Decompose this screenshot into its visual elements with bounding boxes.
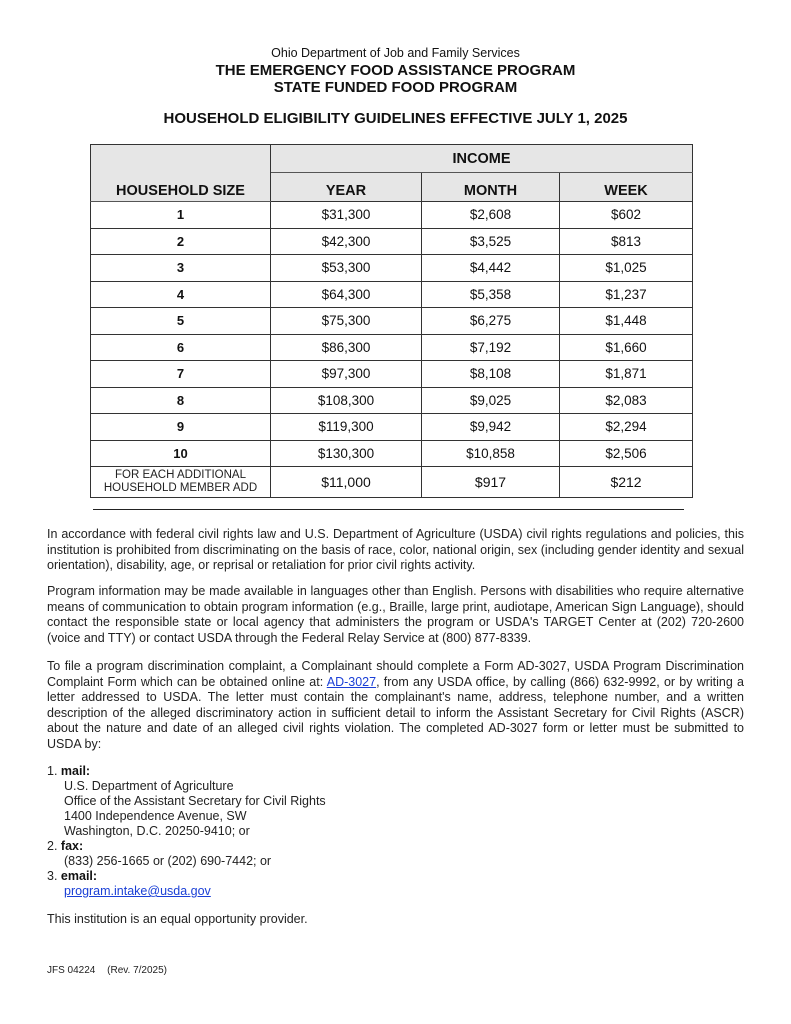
complaint-text-after-link: , from any USDA office, by calling (866) 632-9992, or by writing a letter addressed to USDA. The letter must contain the complainant's name, address, telephone number, and a written description of the alleged discriminatory action in sufficient detail to inform the Assistant Secretary for Civil Rights (ASCR) about the nature and date of an alleged civil rights violation. The completed AD-3027 form or letter must be submitted to USDA by: (47, 674, 744, 751)
table-row (91, 202, 693, 229)
mail-label: mail: (60, 764, 91, 778)
table-row (91, 440, 693, 467)
week-cell: $602 (560, 202, 693, 229)
email-item (47, 869, 326, 884)
week-cell: $2,083 (560, 387, 693, 414)
column-header-household-size: HOUSEHOLD SIZE (91, 145, 271, 202)
additional-member-label-line2: HOUSEHOLD MEMBER ADD (103, 482, 258, 494)
year-cell: $108,300 (271, 387, 422, 414)
additional-member-row (91, 467, 693, 498)
year-cell: $130,300 (271, 440, 422, 467)
list-number: 3. (47, 869, 58, 883)
month-cell: $10,858 (422, 440, 560, 467)
complaint-instructions (47, 659, 744, 752)
equal-opportunity-statement: This institution is an equal opportunity provider. (47, 912, 308, 926)
list-number: 2. (47, 839, 58, 853)
month-cell: $6,275 (422, 308, 560, 335)
household-size-cell: 8 (91, 387, 271, 414)
week-cell: $1,871 (560, 361, 693, 388)
submission-methods-list (47, 764, 326, 899)
week-cell: $1,660 (560, 334, 693, 361)
month-cell: $9,942 (422, 414, 560, 441)
week-cell: $2,294 (560, 414, 693, 441)
year-cell: $75,300 (271, 308, 422, 335)
year-cell: $31,300 (271, 202, 422, 229)
week-cell: $1,448 (560, 308, 693, 335)
column-header-year: YEAR (271, 173, 422, 202)
household-size-cell: 1 (91, 202, 271, 229)
year-cell: $97,300 (271, 361, 422, 388)
month-cell: $5,358 (422, 281, 560, 308)
table-row (91, 255, 693, 282)
agency-name: Ohio Department of Job and Family Services (271, 46, 520, 60)
additional-member-label-line1: FOR EACH ADDITIONAL (115, 469, 246, 481)
language-access-statement: Program information may be made available in languages other than English. Persons with disabilities who require alternative means of communication to obtain program information (e.g., Braille, large print, audiotape, American Sign Language), should contact the responsible state or local agency that administers the program or USDA's TARGET Center at (202) 720-2600 (voice and TTY) or contact USDA through the Federal Relay Service at (800) 877-8339. (47, 584, 744, 645)
form-number: JFS 04224 (47, 965, 96, 976)
form-revision: (Rev. 7/2025) (107, 965, 167, 976)
year-cell: $53,300 (271, 255, 422, 282)
week-cell: $813 (560, 228, 693, 255)
household-size-cell: 3 (91, 255, 271, 282)
year-cell: $11,000 (271, 467, 422, 498)
column-header-month: MONTH (422, 173, 560, 202)
program-title: THE EMERGENCY FOOD ASSISTANCE PROGRAM (215, 62, 576, 79)
table-row (91, 414, 693, 441)
household-size-cell: 10 (91, 440, 271, 467)
table-row (91, 361, 693, 388)
household-size-cell: 5 (91, 308, 271, 335)
table-row (91, 387, 693, 414)
eligibility-table (90, 144, 693, 498)
month-cell: $8,108 (422, 361, 560, 388)
form-footer (47, 965, 176, 976)
month-cell: $2,608 (422, 202, 560, 229)
household-size-cell: 9 (91, 414, 271, 441)
mail-address-line: Washington, D.C. 20250-9410; or (64, 824, 250, 838)
household-size-cell: 4 (91, 281, 271, 308)
mail-item (47, 764, 326, 779)
table-row (91, 308, 693, 335)
column-header-week: WEEK (560, 173, 693, 202)
complaint-text-before-link: To file a program discrimination complaint, a Complainant should complete a Form AD-3027, USDA Program Discrimination Complaint Form which can be obtained online at: (47, 659, 744, 689)
month-cell: $7,192 (422, 334, 560, 361)
week-cell: $212 (560, 467, 693, 498)
nondiscrimination-statement: In accordance with federal civil rights law and U.S. Department of Agriculture (USDA) civil rights regulations and policies, this institution is prohibited from discriminating on the basis of race, color, national origin, sex (including gender identity and sexual orientation), disability, age, or reprisal or retaliation for prior civil rights activity. (47, 527, 744, 572)
table-row (91, 334, 693, 361)
week-cell: $1,025 (560, 255, 693, 282)
month-cell: $4,442 (422, 255, 560, 282)
year-cell: $64,300 (271, 281, 422, 308)
guidelines-title: HOUSEHOLD ELIGIBILITY GUIDELINES EFFECTIVE JULY 1, 2025 (163, 110, 628, 127)
year-cell: $119,300 (271, 414, 422, 441)
month-cell: $3,525 (422, 228, 560, 255)
table-row (91, 228, 693, 255)
mail-address-line: Office of the Assistant Secretary for Civil Rights (64, 794, 326, 808)
fax-label: fax: (60, 839, 84, 853)
program-subtitle: STATE FUNDED FOOD PROGRAM (273, 79, 518, 96)
fax-numbers: (833) 256-1665 or (202) 690-7442; or (64, 854, 272, 868)
fax-item (47, 839, 326, 854)
year-cell: $86,300 (271, 334, 422, 361)
year-cell: $42,300 (271, 228, 422, 255)
month-cell: $9,025 (422, 387, 560, 414)
month-cell: $917 (422, 467, 560, 498)
additional-member-label (91, 467, 271, 498)
ad-3027-link[interactable]: AD-3027 (326, 674, 377, 689)
mail-address-line: 1400 Independence Avenue, SW (64, 809, 247, 823)
household-size-cell: 2 (91, 228, 271, 255)
section-divider (93, 509, 684, 510)
household-size-cell: 6 (91, 334, 271, 361)
household-size-cell: 7 (91, 361, 271, 388)
week-cell: $2,506 (560, 440, 693, 467)
week-cell: $1,237 (560, 281, 693, 308)
table-row (91, 281, 693, 308)
income-group-header: INCOME (271, 145, 693, 173)
email-link[interactable]: program.intake@usda.gov (64, 884, 211, 898)
list-number: 1. (47, 764, 58, 778)
mail-address-line: U.S. Department of Agriculture (64, 779, 234, 793)
email-label: email: (60, 869, 98, 883)
